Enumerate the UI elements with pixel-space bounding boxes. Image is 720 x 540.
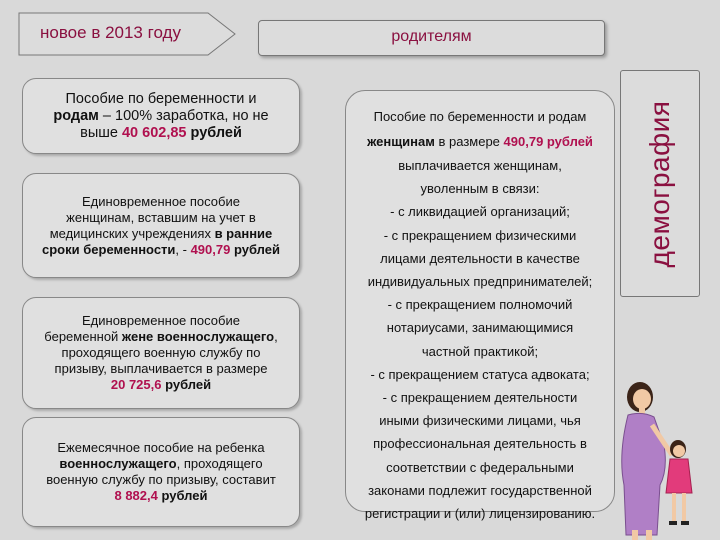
box-line: военную службу по призыву, составит [46, 472, 276, 487]
box-line: проходящего военную службу по [61, 345, 261, 360]
child-face [673, 445, 685, 457]
panel-line: выплачивается женщинам, [398, 158, 562, 173]
box-line: Пособие по беременности и [65, 90, 257, 107]
panel-heading: Пособие по беременности и родам [373, 109, 587, 124]
box-line: военнослужащего, проходящего [59, 456, 263, 471]
section-title: родителям [391, 28, 472, 45]
panel-line: соответствии с федеральными [386, 459, 574, 475]
panel-line: индивидуальных предпринимателей; [367, 274, 593, 289]
box-line: женщинам, вставшим на учет в [66, 209, 256, 225]
side-title-panel [620, 70, 700, 297]
year-banner [18, 12, 236, 56]
section-header [258, 20, 605, 56]
panel-line: - с прекращением полномочий [387, 297, 573, 313]
child-leg [682, 493, 686, 523]
benefit-box-soldier-child [22, 417, 300, 527]
panel-line: уволенным в связи: [420, 181, 540, 197]
panel-line: лицами деятельности в качестве [380, 250, 580, 266]
panel-line: женщинам в размере 490,79 рублей [367, 134, 593, 149]
child-leg [672, 493, 676, 523]
box-line: родам – 100% заработка, но не [53, 107, 269, 124]
box-line: Единовременное пособие [82, 313, 240, 328]
box-line: призыву, выплачивается в размере [54, 361, 268, 376]
box-line: выше 40 602,85 рублей [80, 124, 242, 141]
panel-line: - с прекращением статуса адвоката; [370, 366, 590, 382]
panel-line: частной практикой; [421, 343, 539, 359]
benefit-box-soldier-wife [22, 297, 300, 409]
benefit-box-maternity [22, 78, 300, 154]
panel-line: - с прекращением физическими [383, 227, 577, 243]
panel-line: регистрации и (или) лицензированию. [364, 506, 596, 521]
mother-leg [646, 530, 652, 540]
maternity-dismissal-panel [345, 90, 615, 521]
panel-line: - с ликвидацией организаций; [390, 204, 570, 220]
panel-line: - с прекращением деятельности [382, 390, 578, 405]
box-line: беременной жене военнослужащего, [44, 329, 278, 344]
box-line: Ежемесячное пособие на ребенка [57, 440, 265, 455]
box-line: сроки беременности, - 490,79 рублей [42, 241, 280, 257]
child-shoe [681, 521, 689, 525]
mother-child-illustration [602, 375, 697, 540]
banner-text: новое в 2013 году [40, 23, 181, 42]
child-dress [666, 459, 692, 493]
mother-face [633, 389, 651, 409]
panel-line: иными физическими лицами, чья [379, 413, 581, 429]
box-line: медицинских учреждениях в ранние [49, 225, 273, 241]
box-line: 8 882,4 рублей [114, 488, 208, 503]
panel-line: нотариусами, занимающимися [386, 320, 574, 336]
benefit-box-early-registration [22, 173, 300, 278]
side-title: демография [644, 100, 675, 267]
child-shoe [669, 521, 677, 525]
mother-leg [632, 530, 638, 540]
box-line: Единовременное пособие [82, 193, 240, 209]
box-line: 20 725,6 рублей [110, 377, 212, 392]
panel-line: законами подлежит государственной [368, 482, 592, 498]
panel-line: профессиональная деятельность в [373, 436, 587, 452]
